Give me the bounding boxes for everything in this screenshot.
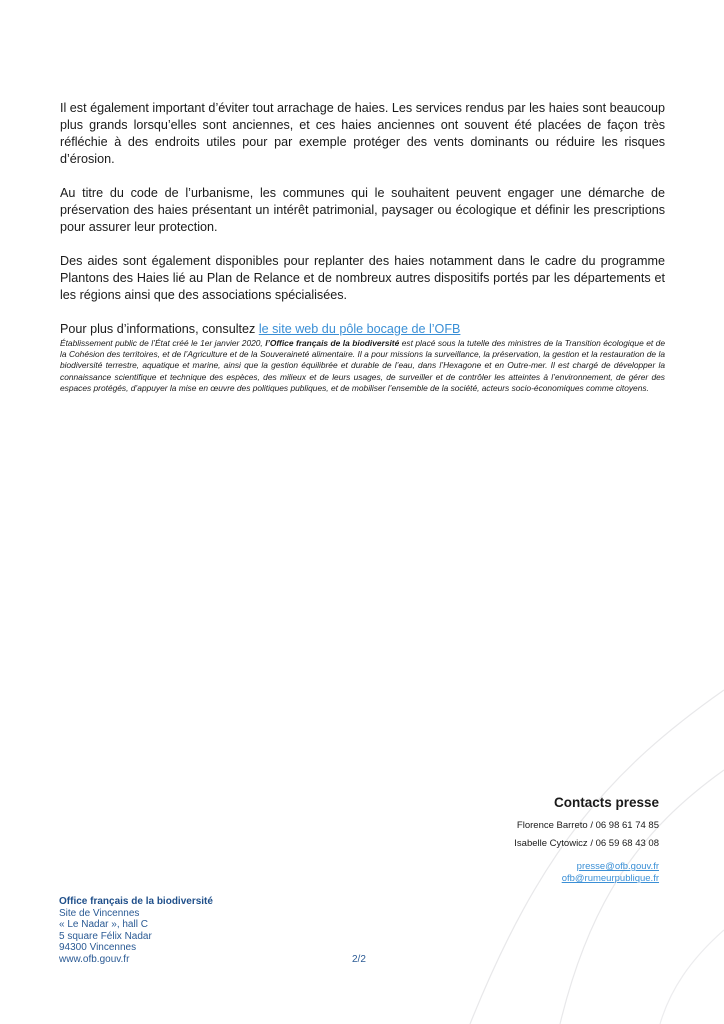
boilerplate-org-name: l’Office français de la biodiversité <box>265 338 400 348</box>
footer-site: Site de Vincennes <box>59 907 140 919</box>
paragraph-hedge-removal: Il est également important d’éviter tout arrachage de haies. Les services rendus par les haies sont beaucoup plus grands lorsqu’elles sont anciennes, et ces haies anciennes ont souvent été placées de façon très réfléchie à des endroits utiles pour par exemple protéger des vents dominants ou réduire les risques d’érosion. <box>60 101 665 166</box>
paragraph-more-info <box>60 321 665 338</box>
ofb-boilerplate <box>60 338 665 394</box>
press-contacts-title: Contacts presse <box>553 795 659 810</box>
footer-city: 94300 Vincennes <box>59 942 137 954</box>
bocage-site-link[interactable]: le site web du pôle bocage de l’OFB <box>258 322 461 336</box>
paragraph-funding: Des aides sont également disponibles pour replanter des haies notamment dans le cadre du programme Plantons des Haies lié au Plan de Relance et de nombreux autres dispositifs portés par les départements et les régions ainsi que des associations spécialisées. <box>60 254 665 302</box>
footer-org-name: Office français de la biodiversité <box>59 896 213 907</box>
agency-email-link[interactable]: ofb@rumeurpublique.fr <box>561 873 659 884</box>
footer-website[interactable]: www.ofb.gouv.fr <box>59 953 130 965</box>
article-body <box>60 100 665 355</box>
footer-address <box>59 896 309 966</box>
more-info-text: Pour plus d’informations, consultez <box>60 322 259 336</box>
page-number: 2/2 <box>352 954 366 965</box>
contact-florence: Florence Barreto / 06 98 61 74 85 <box>516 820 659 831</box>
footer-street: 5 square Félix Nadar <box>59 930 152 942</box>
boilerplate-text: est placé sous la tutelle des ministres de la Transition écologique et de la Cohésion des territoires, et de l’Agriculture et de la Souveraineté alimentaire. Il a pour missions la surveillance, la préservation, la gestion et la restauration de la biodiversité terrestre, aquatique et marine, ainsi que la gestion équilibrée et durable de l’eau, dans l’Hexagone et en Outre-mer. Il est chargé de développer la connaissance scientifique et technique des espèces, des milieux et de leurs usages, de surveiller et de contrôler les atteintes à l’environnement, de gérer des espaces protégés, d’appuyer la mise en œuvre des politiques publiques, et de mobiliser l’ensemble de la société, acteurs socio-économiques comme citoyens. <box>60 338 665 393</box>
boilerplate-intro: Établissement public de l’État créé le 1er janvier 2020, <box>60 338 266 348</box>
press-email-link[interactable]: presse@ofb.gouv.fr <box>576 861 659 872</box>
press-contacts <box>359 795 659 885</box>
contact-emails <box>359 861 659 885</box>
contact-isabelle: Isabelle Cytowicz / 06 59 68 43 08 <box>514 838 659 849</box>
paragraph-urbanism-code: Au titre du code de l’urbanisme, les communes qui le souhaitent peuvent engager une démarche de préservation des haies présentant un intérêt patrimonial, paysager ou écologique et définir les prescriptions pour assurer leur protection. <box>60 186 665 234</box>
footer-building: « Le Nadar », hall C <box>59 919 148 931</box>
